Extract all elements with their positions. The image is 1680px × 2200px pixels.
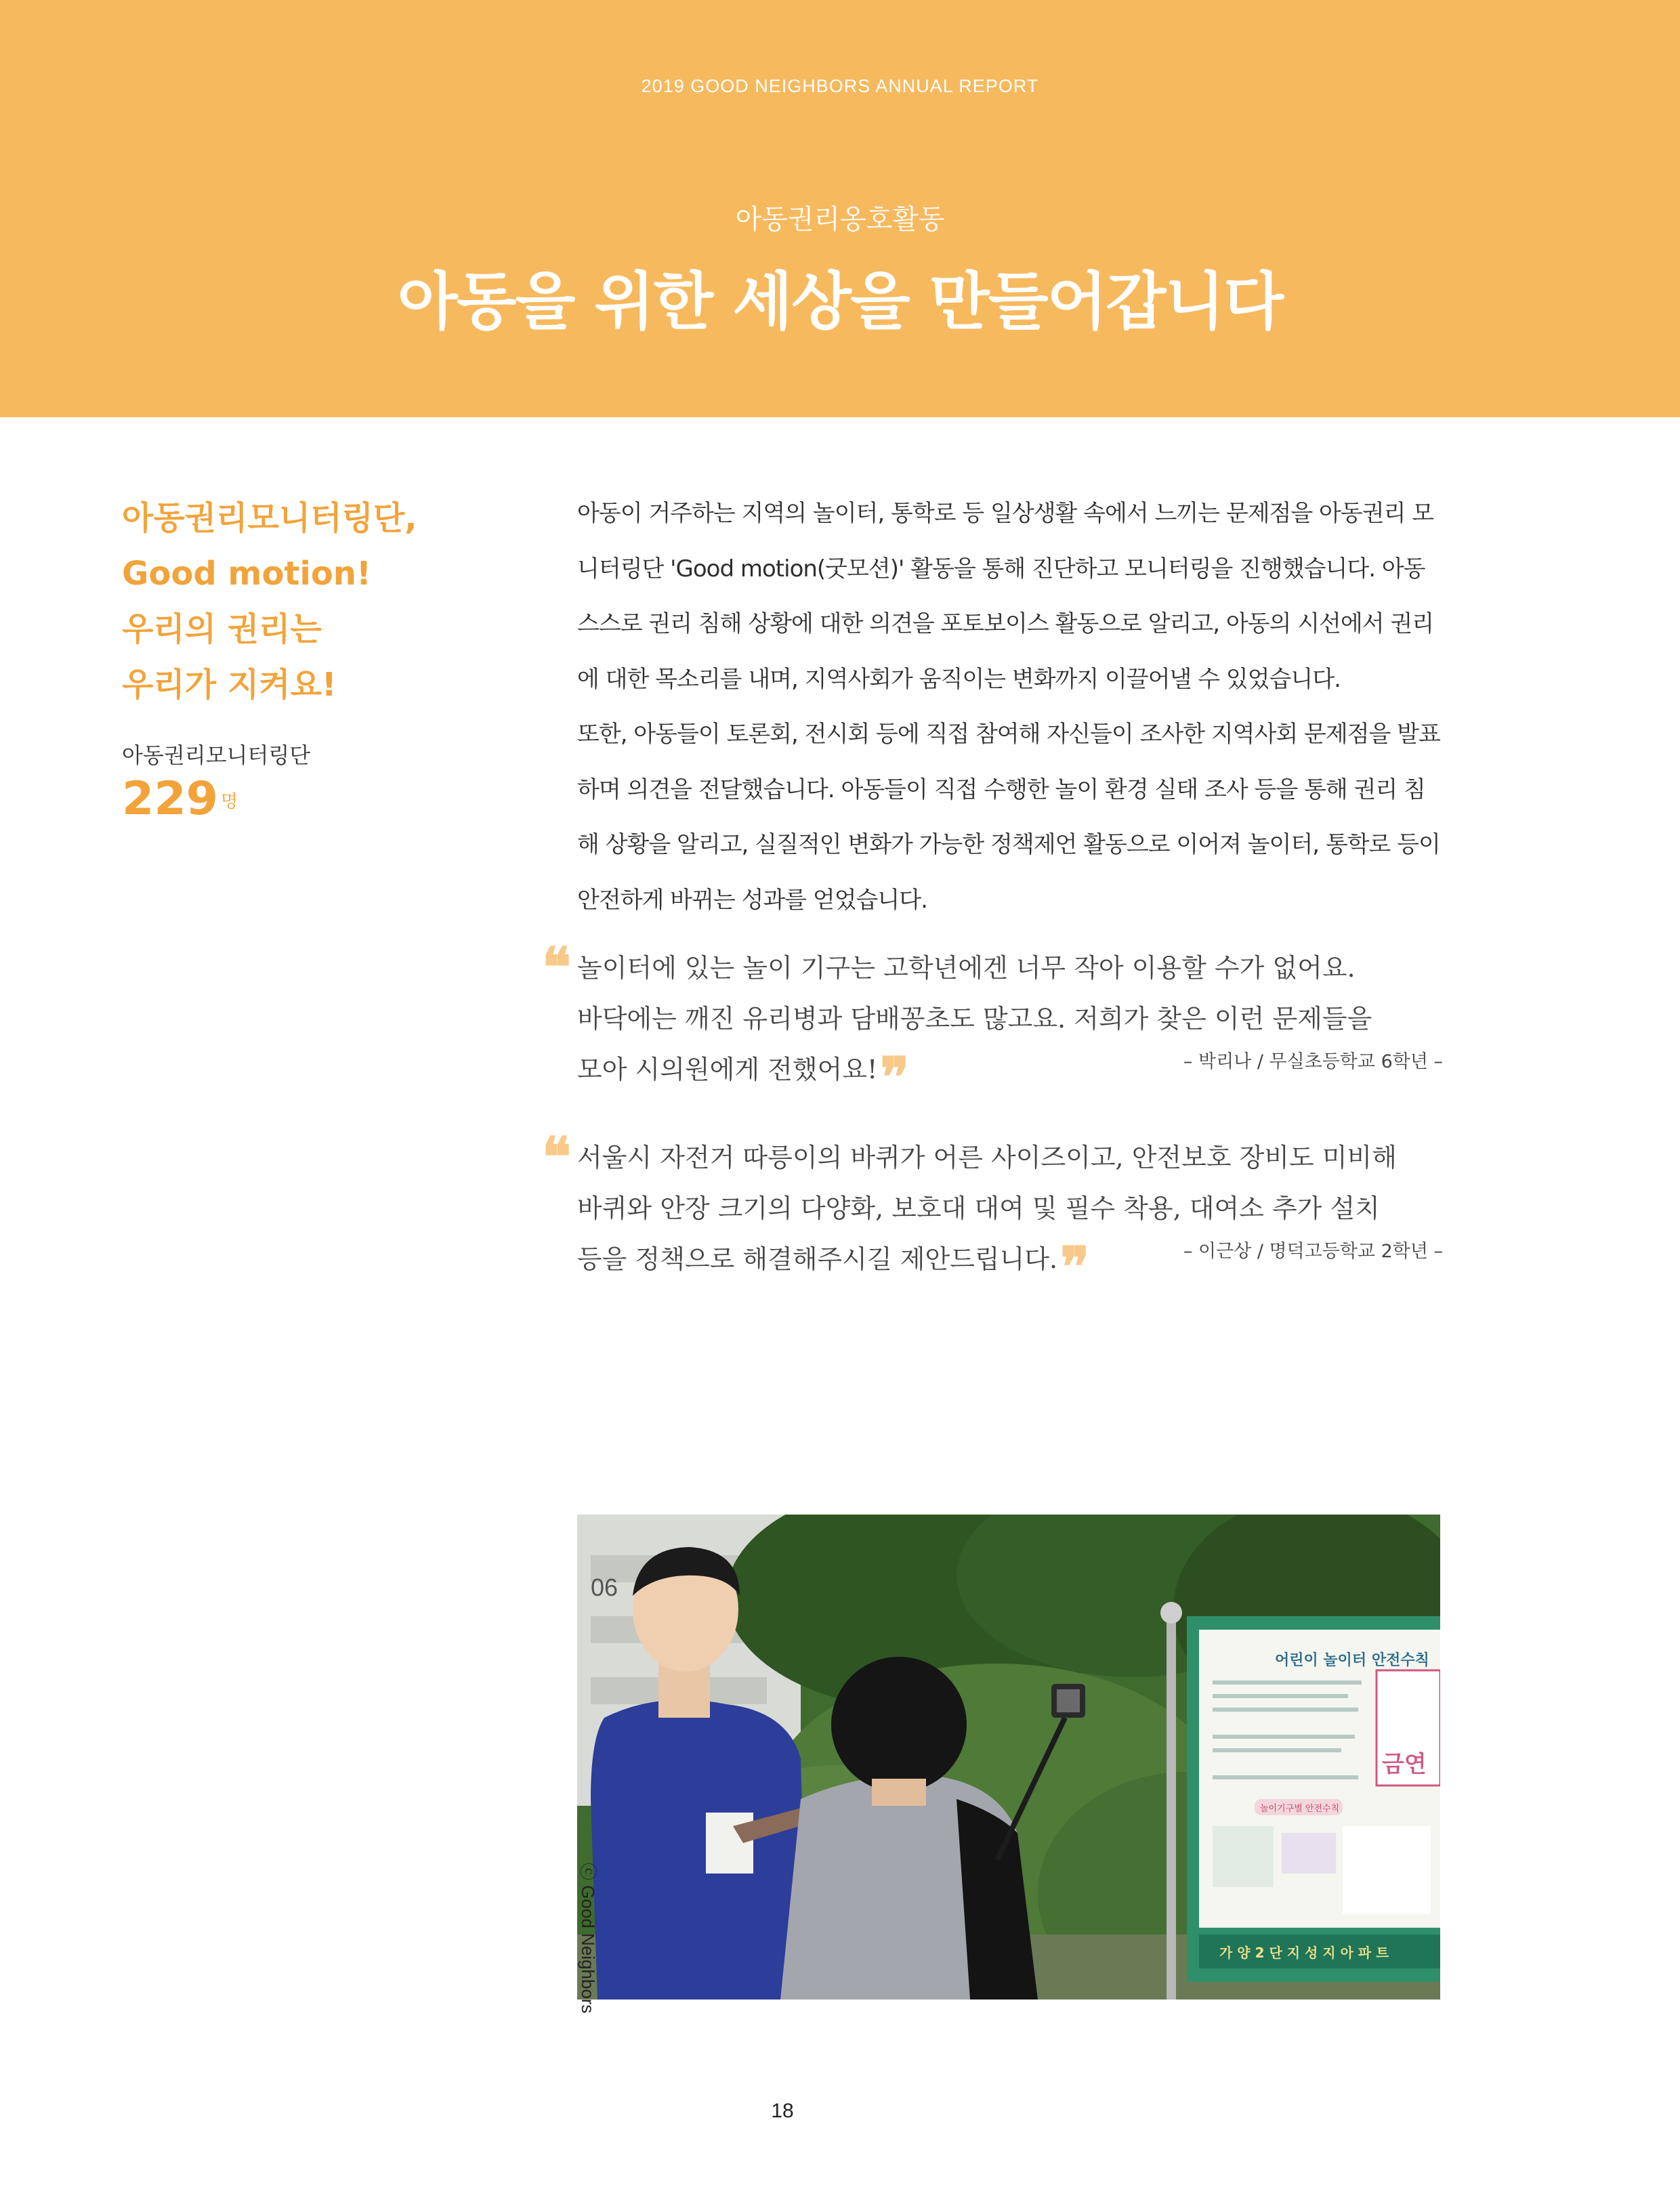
open-quote-icon: ❝ xyxy=(542,1125,572,1189)
sign-footer: 가 양 2 단 지 성 지 아 파 트 xyxy=(1219,1945,1389,1961)
stat-block xyxy=(122,774,238,825)
stat-label: 아동권리모니터링단 xyxy=(122,742,311,768)
quote-block xyxy=(542,935,1443,1109)
sidebar-title-line: 우리의 권리는 xyxy=(122,610,322,648)
quote-block xyxy=(542,1125,1443,1298)
sidebar-title-line: 우리가 지켜요! xyxy=(122,666,337,704)
body-paragraph: 아동이 거주하는 지역의 놀이터, 통학로 등 일상생활 속에서 느끼는 문제점을 아동권리 모니터링단 'Good motion(굿모션)' 활동을 통해 진단하고 모니터링을 진행했습니다. 아동 스스로 권리 침해 상황에 대한 의견을 포토보이스 활동으로 알리고, 아동의 시선에서 권리에 대한 목소리를 내며, 지역사회가 움직이는 변화까지 이끌어낼 수 있었습니다. xyxy=(577,500,1434,693)
quote-line: 놀이터에 있는 놀이 기구는 고학년에겐 너무 작아 이용할 수가 없어요. xyxy=(577,953,1356,983)
building-number: 06 xyxy=(591,1573,618,1601)
activity-photo xyxy=(577,1515,1440,2000)
stat-value: 229 xyxy=(122,772,218,826)
sidebar-title-line: Good motion! xyxy=(122,555,371,593)
quote-line-text: 등을 정책으로 해결해주시길 제안드립니다. xyxy=(577,1244,1058,1274)
report-label: 2019 GOOD NEIGHBORS ANNUAL REPORT xyxy=(641,76,1039,96)
page-number: 18 xyxy=(771,2100,794,2122)
sidebar-title-line: 아동권리모니터링단, xyxy=(122,499,417,537)
quote-attribution: – 이근상 / 명덕고등학교 2학년 – xyxy=(1183,1241,1443,1262)
section-label: 아동권리옹호활동 xyxy=(735,204,945,235)
quote-line: 바퀴와 안장 크기의 다양화, 보호대 대여 및 필수 착용, 대여소 추가 설치 xyxy=(577,1193,1380,1223)
sidebar-title xyxy=(122,490,501,713)
quote-line-last: 등을 정책으로 해결해주시길 제안드립니다.❞ – 이근상 / 명덕고등학교 2학년 – xyxy=(542,1234,1443,1285)
quote-line: 바닥에는 깨진 유리병과 담배꽁초도 많고요. 저희가 찾은 이런 문제들을 xyxy=(577,1004,1372,1034)
sign-side-text: 금연 xyxy=(1382,1751,1427,1778)
open-quote-icon: ❝ xyxy=(542,935,572,999)
stat-unit: 명 xyxy=(220,792,238,812)
body-text xyxy=(577,486,1444,928)
quote-line-text: 모아 시의원에게 전했어요! xyxy=(577,1055,878,1084)
body-paragraph: 또한, 아동들이 토론회, 전시회 등에 직접 참여해 자신들이 조사한 지역사회 문제점을 발표하며 의견을 전달했습니다. 아동들이 직접 수행한 놀이 환경 실태 조사 등을 통해 권리 침해 상황을 알리고, 실질적인 변화가 가능한 정책제언 활동으로 이어져 놀이터, 통학로 등이 안전하게 바뀌는 성과를 얻었습니다. xyxy=(577,721,1440,914)
page-title: 아동을 위한 세상을 만들어갑니다 xyxy=(397,266,1283,338)
quote-line: 서울시 자전거 따릉이의 바퀴가 어른 사이즈이고, 안전보호 장비도 미비해 xyxy=(577,1143,1397,1172)
quote-line-last: 모아 시의원에게 전했어요!❞ – 박리나 / 무실초등학교 6학년 – xyxy=(542,1044,1443,1095)
sign-title: 어린이 놀이터 안전수칙 xyxy=(1275,1652,1429,1669)
photo-credit: ⓒ Good Neighbors xyxy=(578,1863,598,2014)
quote-attribution: – 박리나 / 무실초등학교 6학년 – xyxy=(1183,1051,1443,1072)
header-banner xyxy=(0,0,1680,417)
sign-subtitle: 놀이기구별 안전수칙 xyxy=(1260,1804,1340,1814)
